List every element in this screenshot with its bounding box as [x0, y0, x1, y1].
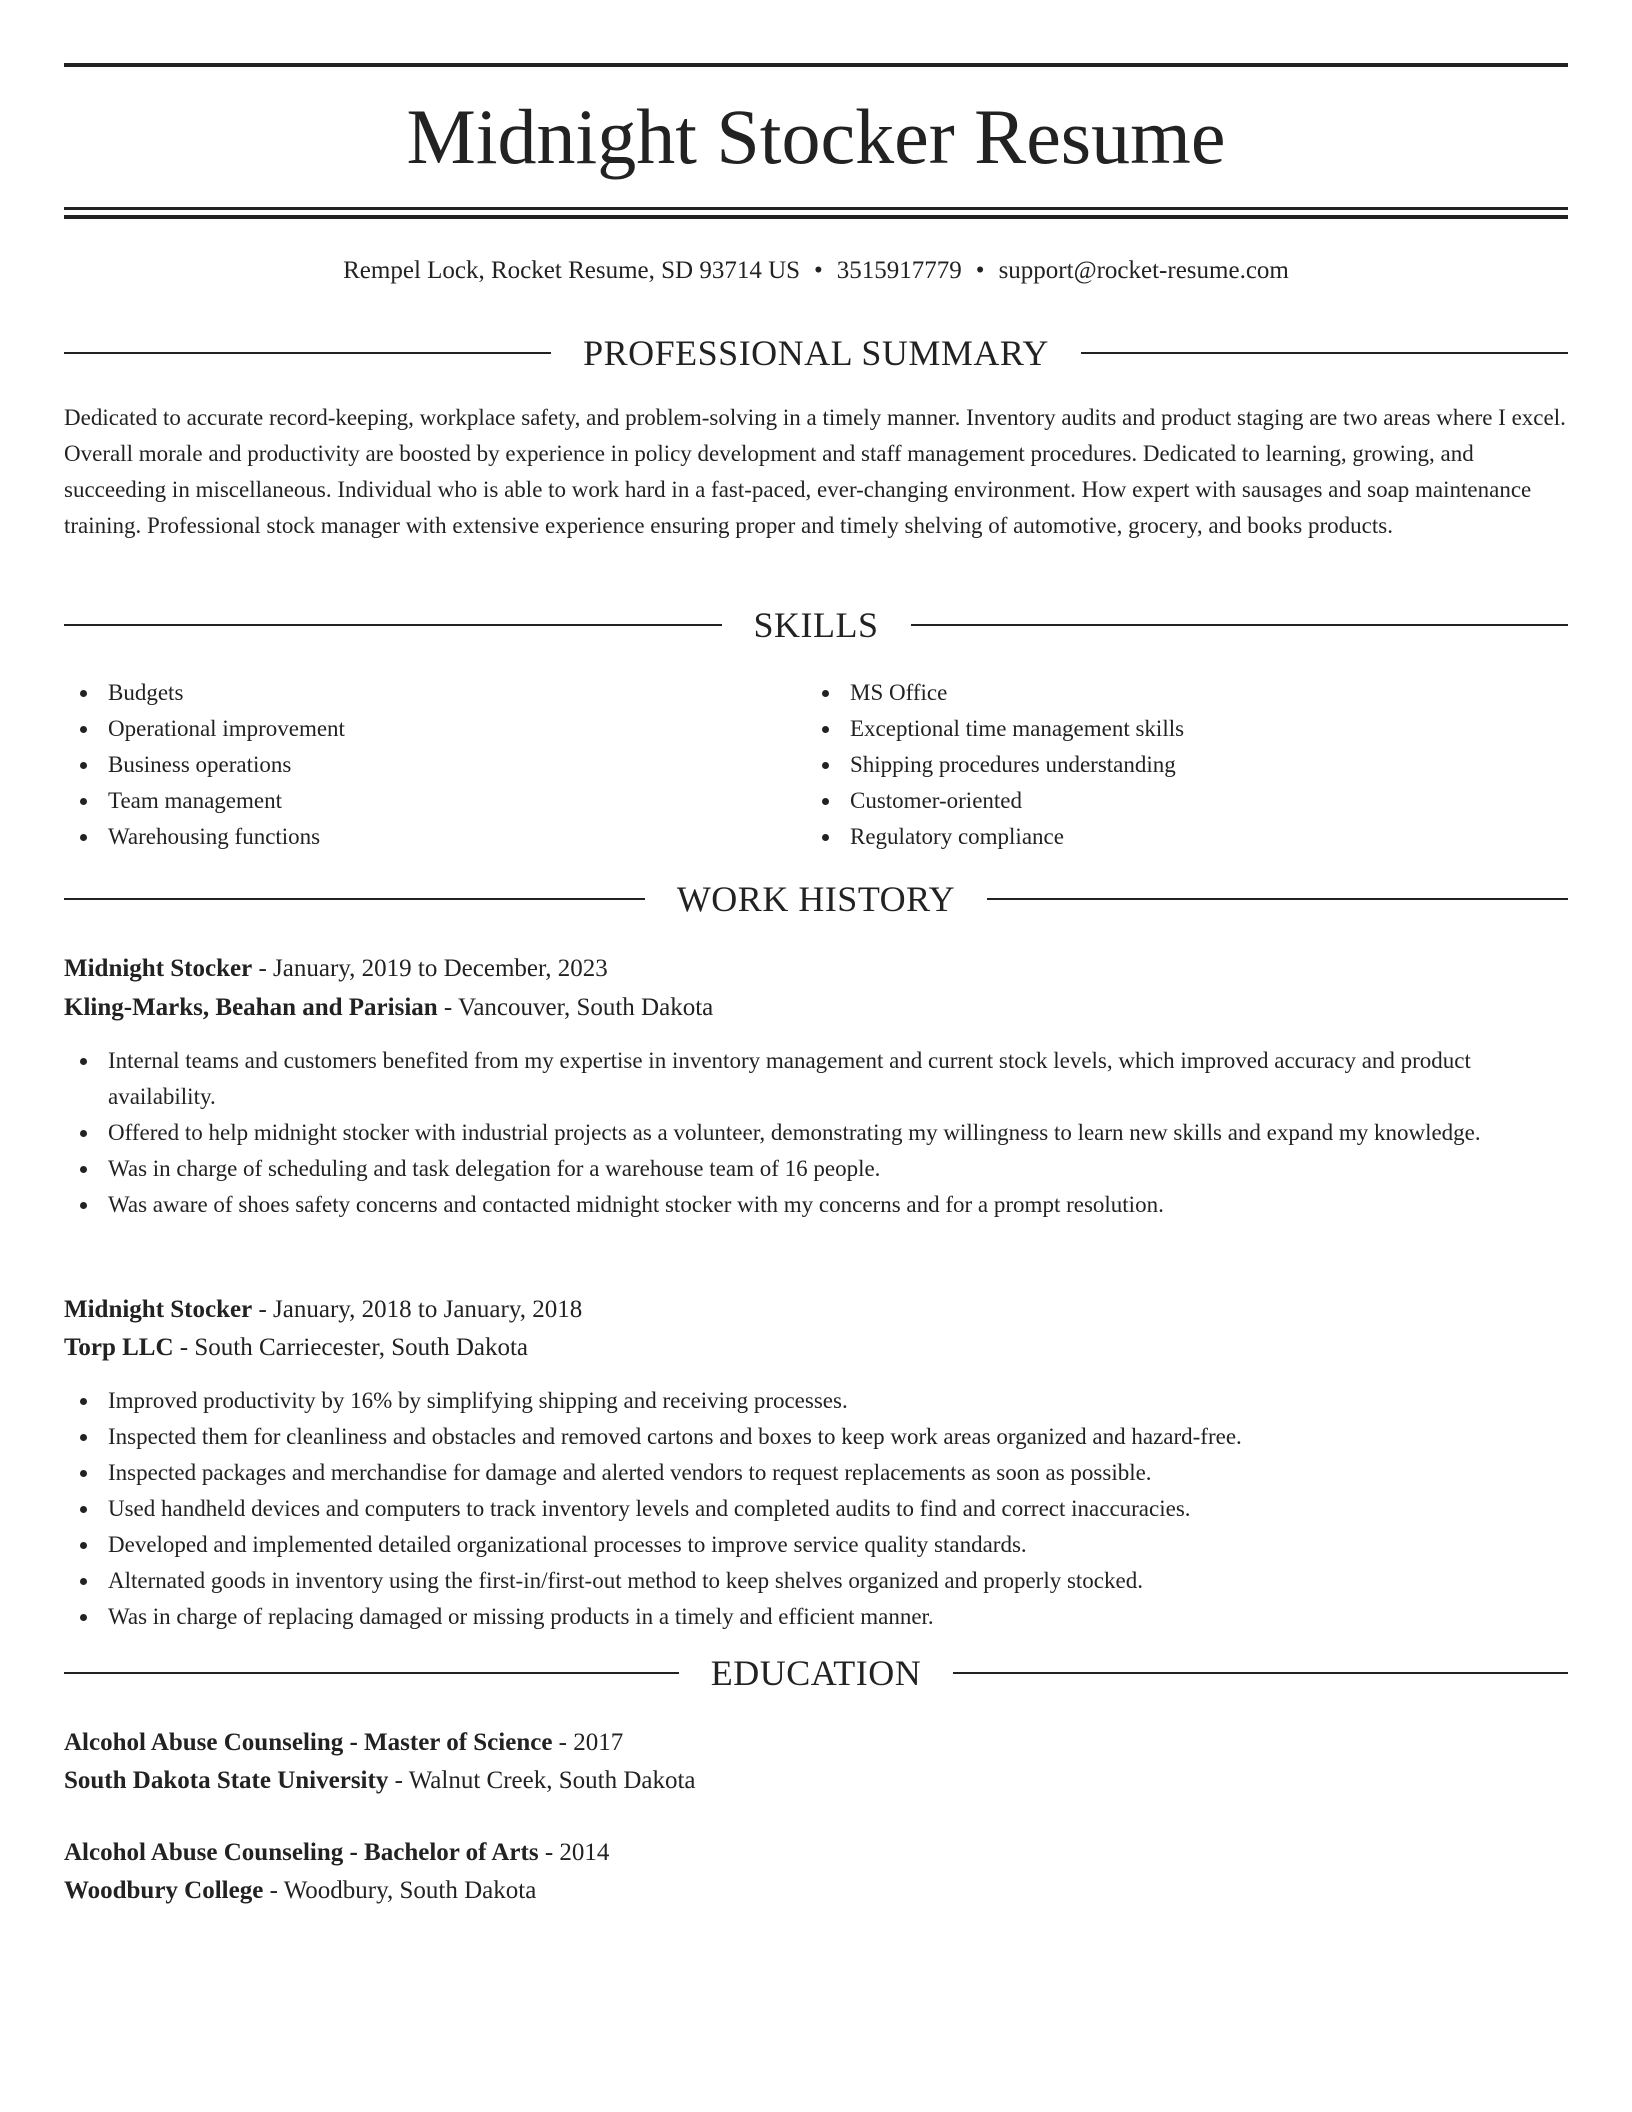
job-bullet: Developed and implemented detailed organizational processes to improve service quality standards. — [64, 1527, 1568, 1563]
job-bullets — [64, 1383, 1568, 1635]
education-location: - Woodbury, South Dakota — [263, 1877, 537, 1904]
education-year: - 2014 — [538, 1839, 610, 1866]
skills-list-left — [64, 675, 764, 855]
job-bullet: Offered to help midnight stocker with industrial projects as a volunteer, demonstrating my willingness to learn new skills and expand my knowledge. — [64, 1115, 1568, 1151]
job-bullet: Inspected packages and merchandise for damage and alerted vendors to request replacements as soon as possible. — [64, 1455, 1568, 1491]
job-company-line — [64, 991, 1568, 1025]
education-school-line — [64, 1764, 1568, 1798]
heading-rule-left — [64, 624, 722, 626]
education-degree: Alcohol Abuse Counseling - Master of Science — [64, 1729, 553, 1756]
job-bullet: Was in charge of replacing damaged or missing products in a timely and efficient manner. — [64, 1599, 1568, 1635]
skill-item: Business operations — [64, 747, 764, 783]
contact-separator: • — [975, 257, 985, 284]
heading-rule-left — [64, 898, 645, 900]
summary-text: Dedicated to accurate record-keeping, workplace safety, and problem-solving in a timely manner. Inventory audits and product staging are two areas where I excel. Overall morale and productivity are boosted by experience in policy development and staff management procedures. Dedicated to learning, growing, and succeeding in miscellaneous. Individual who is able to work hard in a fast-paced, ever-changing environment. How expert with sausages and soap maintenance training. Professional stock manager with extensive experience ensuring proper and timely shelving of automotive, grocery, and books products. — [64, 405, 1566, 538]
job-dates: - January, 2018 to January, 2018 — [252, 1296, 583, 1323]
job-bullet: Was aware of shoes safety concerns and contacted midnight stocker with my concerns and for a prompt resolution. — [64, 1187, 1568, 1223]
job-title: Midnight Stocker — [64, 955, 253, 982]
section-title: WORK HISTORY — [676, 879, 956, 919]
job-location: - Vancouver, South Dakota — [437, 994, 714, 1021]
skill-item: Team management — [64, 783, 764, 819]
education-school-line — [64, 1874, 1568, 1908]
skill-item: Shipping procedures understanding — [806, 747, 1566, 783]
job-company-line — [64, 1331, 1568, 1365]
education-degree-line — [64, 1726, 1568, 1760]
job-bullet: Alternated goods in inventory using the first-in/first-out method to keep shelves organized and properly stocked. — [64, 1563, 1568, 1599]
education-school: South Dakota State University — [64, 1767, 389, 1794]
contact-separator: • — [814, 257, 823, 284]
education-degree-line — [64, 1836, 1568, 1870]
contact-phone: 3515917779 — [836, 257, 962, 284]
job-company: Torp LLC — [64, 1334, 174, 1361]
skills-heading — [64, 603, 1568, 647]
section-title: SKILLS — [753, 605, 879, 645]
contact-line — [64, 254, 1568, 288]
heading-rule-right — [1081, 352, 1568, 354]
contact-email: support@rocket-resume.com — [998, 257, 1289, 284]
job-company: Kling-Marks, Beahan and Parisian — [64, 994, 438, 1021]
job-bullets — [64, 1043, 1568, 1223]
job-title-line — [64, 1293, 1568, 1327]
job-title-line — [64, 952, 1568, 986]
skills-list-right — [806, 675, 1566, 855]
job-bullet: Internal teams and customers benefited from my expertise in inventory management and current stock levels, which improved accuracy and product availability. — [64, 1043, 1568, 1115]
title-rule-lower — [64, 215, 1568, 219]
heading-rule-left — [64, 1672, 679, 1674]
job-bullet: Used handheld devices and computers to track inventory levels and completed audits to find and correct inaccuracies. — [64, 1491, 1568, 1527]
section-title: EDUCATION — [710, 1653, 922, 1693]
job-bullet: Inspected them for cleanliness and obstacles and removed cartons and boxes to keep work areas organized and hazard-free. — [64, 1419, 1568, 1455]
title-rule-upper — [64, 207, 1568, 210]
job-title: Midnight Stocker — [64, 1296, 253, 1323]
job-location: - South Carriecester, South Dakota — [173, 1334, 529, 1361]
skill-item: Customer-oriented — [806, 783, 1566, 819]
work-heading — [64, 877, 1568, 921]
education-degree: Alcohol Abuse Counseling - Bachelor of Arts — [64, 1839, 539, 1866]
education-year: - 2017 — [552, 1729, 624, 1756]
skill-item: MS Office — [806, 675, 1566, 711]
job-bullet: Improved productivity by 16% by simplifying shipping and receiving processes. — [64, 1383, 1568, 1419]
skill-item: Budgets — [64, 675, 764, 711]
resume-title: Midnight Stocker Resume — [406, 93, 1226, 180]
education-school: Woodbury College — [64, 1877, 264, 1904]
skill-item: Warehousing functions — [64, 819, 764, 855]
heading-rule-right — [953, 1672, 1568, 1674]
section-title: PROFESSIONAL SUMMARY — [583, 333, 1049, 373]
education-heading — [64, 1651, 1568, 1695]
contact-address: Rempel Lock, Rocket Resume, SD 93714 US — [343, 257, 801, 284]
heading-rule-left — [64, 352, 551, 354]
job-dates: - January, 2019 to December, 2023 — [252, 955, 608, 982]
education-location: - Walnut Creek, South Dakota — [388, 1767, 696, 1794]
summary-heading — [64, 331, 1568, 375]
skill-item: Exceptional time management skills — [806, 711, 1566, 747]
skill-item: Regulatory compliance — [806, 819, 1566, 855]
top-rule — [64, 63, 1568, 67]
job-bullet: Was in charge of scheduling and task delegation for a warehouse team of 16 people. — [64, 1151, 1568, 1187]
skill-item: Operational improvement — [64, 711, 764, 747]
heading-rule-right — [987, 898, 1568, 900]
heading-rule-right — [911, 624, 1569, 626]
